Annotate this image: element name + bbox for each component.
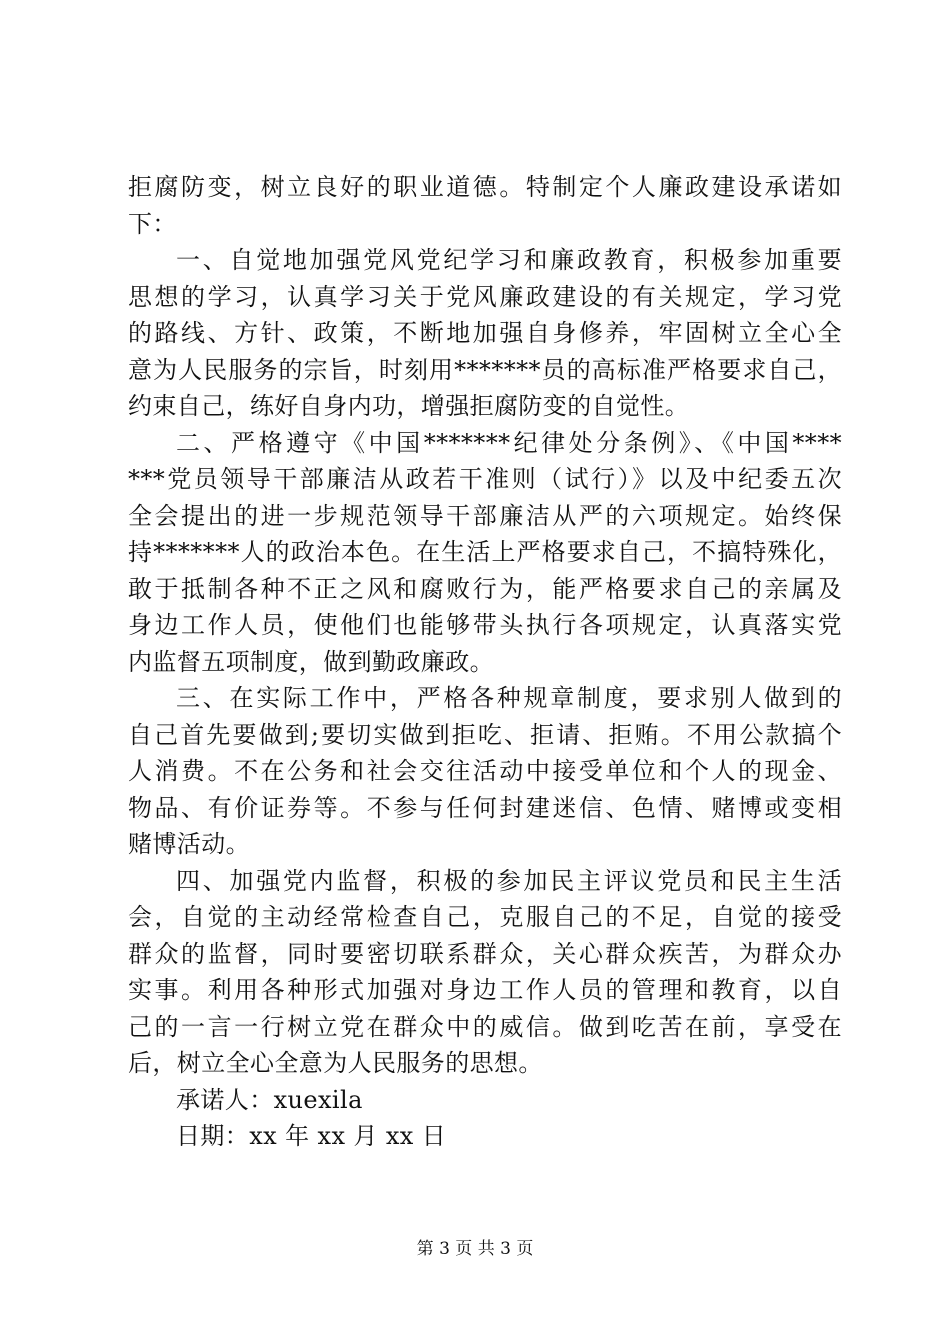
text-line: 身边工作人员，使他们也能够带头执行各项规定，认真落实党 [128,611,842,639]
text-line: 全会提出的进一步规范领导干部廉洁从严的六项规定。始终保 [128,501,842,530]
text-line: 意为人民服务的宗旨，时刻用*******员的高标准严格要求自己， [128,355,842,384]
text-line: 约束自己，练好自身内功，增强拒腐防变的自觉性。 [128,392,690,420]
text-line: 持*******人的政治本色。在生活上严格要求自己，不搞特殊化， [128,538,842,566]
text-line: 敢于抵制各种不正之风和腐败行为，能严格要求自己的亲属及 [128,574,842,603]
text-line: 会，自觉的主动经常检查自己，克服自己的不足，自觉的接受 [128,903,842,931]
text-line: 下： [128,209,177,238]
text-line: 人消费。不在公务和社会交往活动中接受单位和个人的现金、 [128,757,842,785]
text-line: 三、在实际工作中，严格各种规章制度，要求别人做到的 [176,684,842,712]
text-line: 实事。利用各种形式加强对身边工作人员的管理和教育，以自 [128,976,842,1004]
text-line: 承诺人：xuexila [176,1085,363,1114]
page-footer: 第 3 页 共 3 页 [416,1239,534,1259]
text-line: 己的一言一行树立党在群众中的威信。做到吃苦在前，享受在 [128,1012,842,1041]
text-line: 日期：xx 年 xx 月 xx 日 [176,1122,447,1150]
text-line: 自己首先要做到;要切实做到拒吃、拒请、拒贿。不用公款搞个 [128,720,842,749]
text-line: 拒腐防变，树立良好的职业道德。特制定个人廉政建设承诺如 [128,173,842,201]
text-line: 赌博活动。 [128,830,250,858]
text-line: 二、严格遵守《中国*******纪律处分条例》、《中国**** [176,428,842,457]
text-line: 群众的监督，同时要密切联系群众，关心群众疾苦，为群众办 [128,939,842,968]
text-line: 思想的学习，认真学习关于党风廉政建设的有关规定，学习党 [128,282,842,311]
text-line: 的路线、方针、政策，不断地加强自身修养，牢固树立全心全 [128,319,842,347]
text-line: 四、加强党内监督，积极的参加民主评议党员和民主生活 [176,866,842,895]
text-line: 一、自觉地加强党风党纪学习和廉政教育，积极参加重要 [176,246,842,274]
text-line: 内监督五项制度，做到勤政廉政。 [128,647,494,676]
text-line: 物品、有价证券等。不参与任何封建迷信、色情、赌博或变相 [128,793,842,822]
text-line: ***党员领导干部廉洁从政若干准则（试行）》以及中纪委五次 [128,465,842,493]
text-line: 后，树立全心全意为人民服务的思想。 [128,1049,543,1077]
document-body [128,169,842,1155]
